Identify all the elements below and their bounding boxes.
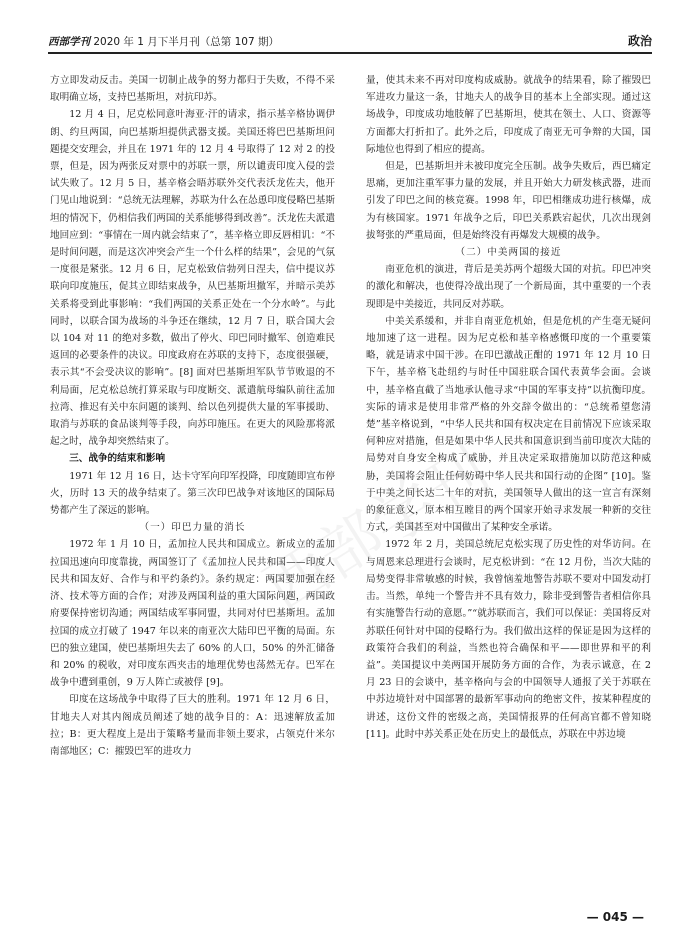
continued-paragraph: 方立即发动反击。美国一切制止战争的努力都归于失败，不得不采取明确立场，支持巴基斯坦，对抗印苏。 xyxy=(50,75,335,104)
paragraph: 1971 年 12 月 16 日，达卡守军向印军投降，印度随即宣布停火，历时 13 天的战争结束了。第三次印巴战争对该地区的国际局势都产生了深远的影响。 xyxy=(50,470,335,517)
section-label: 政治 xyxy=(627,34,652,48)
paragraph: 1972 年 2 月，美国总统尼克松实现了历史性的对华访问。在与周恩来总理进行会谈时，尼克松讲到：“在 12 月份，当次大陆的局势变得非常敏感的时候，我曾恼羞地警告苏联不要对中国发动打击。当然，单纯一个警告并不具有效力，除非受到警告者相信你具有实施警告行动的意愿。”“就苏联而言，我们可以保证：美国将反对苏联任何针对中国的侵略行为。我们做出这样的保证是因为这样的政策符合我们的利益，当然也符合确保和平——即世界和平的利益”。美国提议中美两国开展防务方面的合作，为表示诚意，在 2 月 23 日的会谈中，基辛格向与会的中国领导人通报了关于苏联在中苏边境针对中国部署的最新军事动向的绝密文件，按某种程度的讲述，这份文件的密级之高，美国情报界的任何高官都不曾知晓 [11]。此时中苏关系正处在历史上的最低点，苏联在中苏边境 xyxy=(366,539,651,740)
paragraph: 1972 年 1 月 10 日，孟加拉人民共和国成立。新成立的孟加拉国迅速向印度靠拢，两国签订了《孟加拉人民共和国——印度人民共和国友好、合作与和平约条约》。条约规定：两国要加强在经济、技术等方面的合作；对涉及两国利益的重大国际问题，两国政府要保持密切沟通；两国结成军事同盟，共同对付巴基斯坦。孟加拉国的成立打破了 1947 年以来的南亚次大陆印巴平衡的局面。东巴的独立建国，使巴基斯坦失去了 60% 的人口，50% 的外汇储备和 20% 的税收，对印度东西夹击的地理优势也荡然无存。巴军在战争中遭到重创，9 万人阵亡或被俘 [9]。 xyxy=(50,539,335,689)
journal-masthead xyxy=(48,34,279,49)
left-column xyxy=(50,72,335,760)
paragraph: 中美关系缓和，并非自南亚危机始，但是危机的产生毫无疑问地加速了这一进程。因为尼克松和基辛格感慨印度的一个重要策略，就是请求中国干涉。在印巴激战正酣的 1971 年 12 月 10 日下午，基辛格飞赴纽约与时任中国驻联合国代表黄华会面。会谈中，基辛格直截了当地承认他寻求“中国的军事支持”以抗衡印度。实际的请求是使用非常严格的外交辞令做出的：“总统希望您清楚”基辛格说到，“中华人民共和国有权决定在目前情况下应该采取何种应对措施，但是如果中华人民共和国意识到当前印度次大陆的局势对自身安全构成了威胁，并且决定采取措施加以防范这种威胁，美国将会阻止任何妨碍中华人民共和国行动的企图” [10]。鉴于中美之间长达二十年的对抗，美国领导人做出的这一宣言有深刻的象征意义，原本相互瞠目的两个国家开始寻求发展一种新的交往方式，美国甚至对中国做出了某种安全承诺。 xyxy=(366,315,651,534)
page-header xyxy=(48,30,652,54)
continued-paragraph: 量，使其未来不再对印度构成威胁。就战争的结果看，除了摧毁巴军进攻力量这一条，甘地夫人的战争目的基本上全部实现。通过这场战争，印度成功地肢解了巴基斯坦，使其在领土、人口、资源等方面都大打折扣了。此外之后，印度成了南亚无可争辩的大国，国际地位也得到了相应的提高。 xyxy=(366,75,651,155)
paragraph: 南亚危机的演进，背后是美苏两个超级大国的对抗。印巴冲突的激化和解决，也使得冷战出现了一个新局面，其中重要的一个表现即是中美接近，共同反对苏联。 xyxy=(366,264,651,310)
subsection-heading: （一）印巴力量的消长 xyxy=(139,522,246,534)
subsection-heading: （二）中美两国的接近 xyxy=(455,247,562,259)
paragraph: 12 月 4 日，尼克松同意叶海亚·汗的请求，指示基辛格协调伊朗、约旦两国，向巴基斯坦提供武器支援。美国还将巴巴基斯坦问题提交安理会，并且在 1971 年的 12 月 4 号取得了 12 对 2 的投票，但是，因为两张反对票中的苏联一票，所以谴责印度入侵的尝试失败了。12 月 5 日，基辛格会晤苏联外交代表沃龙佐夫，他开门见山地说到：“总统无法理解，苏联为什么在怂恿印度侵略巴基斯坦的情况下，仍相信我们两国的关系能够得到改善”。沃龙佐夫派遣地回应到：“事情在一周内就会结束了”，基辛格立即反唇相讥：“不是时间问题，而是这次冲突会产生一个什么样的结果”，会见的气氛一度很是紧张。12 月 6 日，尼克松致信勃列日涅夫，信中提议苏联向印度施压，促其立即结束战争，从巴基斯坦撤军，并暗示美苏关系将受到此事影响：“我们两国的关系正处在一个分水岭”。与此同时，以联合国为战场的斗争还在继续，12 月 7 日，联合国大会以 104 对 11 的绝对多数，做出了停火、印巴同时撤军、创造难民返回的必要条件的决议。印度政府在苏联的支持下，态度很强硬，表示其“不会受决议的影响”。[8] 面对巴基斯坦军队节节败退的不利局面，尼克松总统打算采取与印度断交、派遣航母编队前往孟加拉湾、推迟有关中东问题的谈判、给以色列提供大量的军事援助、取消与苏联的食品谈判等手段，向苏印施压。在更大的风险那将派起之时，战争却突然结束了。 xyxy=(50,109,335,448)
right-column xyxy=(366,72,651,743)
page-number: — 045 — xyxy=(586,910,644,924)
paragraph: 但是，巴基斯坦并未被印度完全压制。战争失败后，西巴痛定思痛，更加注重军事力量的发展，并且开始大力研发核武器，进而引发了印巴之间的核竞赛。1998 年，印巴相继成功进行核爆，成为有核国家。1971 年战争之后，印巴关系跌宕起伏，几次出现剑拔弩张的严重局面，但是始终没有再爆发大规模的战争。 xyxy=(366,161,651,241)
section-heading: 三、战争的结束和影响 xyxy=(69,453,166,465)
paragraph: 印度在这场战争中取得了巨大的胜利。1971 年 12 月 6 日，甘地夫人对其内阁成员阐述了她的战争目的：A：迅速解放孟加拉；B：更大程度上是出于策略考量而非领土要求，占领克什米尔南部地区；C：摧毁巴军的进攻力 xyxy=(50,694,335,757)
journal-name: 西部学刊 xyxy=(48,36,90,48)
issue-info: 2020 年 1 月下半月刊（总第 107 期） xyxy=(93,36,279,48)
